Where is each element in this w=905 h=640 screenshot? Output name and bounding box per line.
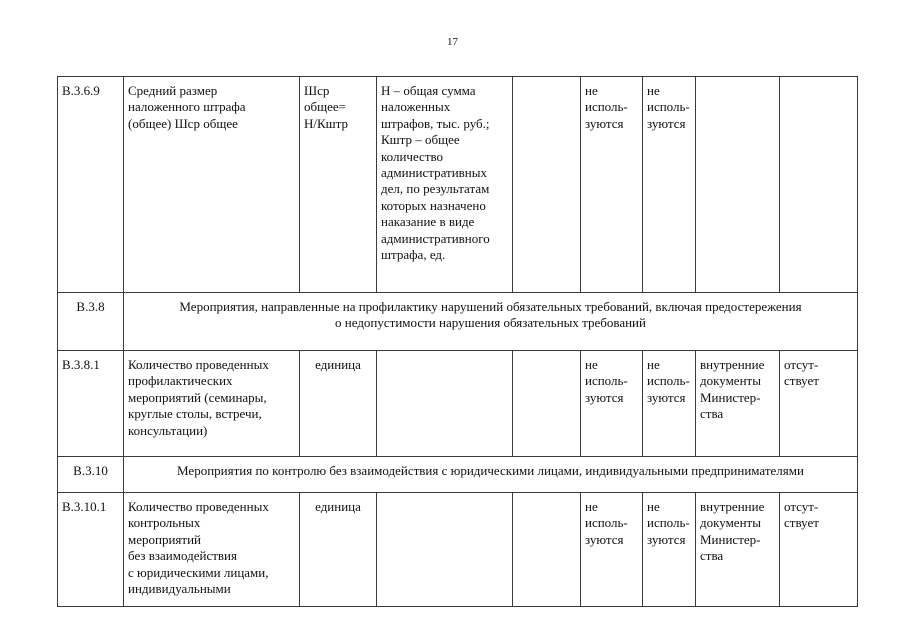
indicator-name: Количество проведенных профилактических мероприятий (семинары, круглые столы, встречи, консультации) <box>124 351 300 457</box>
table-row <box>58 77 858 293</box>
row-code: В.3.6.9 <box>58 77 124 293</box>
table-cell: отсут- ствует <box>780 351 858 457</box>
indicator-definition <box>377 351 513 457</box>
indicator-formula: Шср общее= Н/Кштр <box>300 77 377 293</box>
table-cell: внутренние документы Министер- ства <box>696 493 780 607</box>
indicator-name: Количество проведенных контрольных мероприятий без взаимодействия с юридическими лицами, индивидуальными <box>124 493 300 607</box>
table-cell <box>696 77 780 293</box>
page-number: 17 <box>447 36 458 48</box>
indicator-unit: единица <box>300 493 377 607</box>
table-cell: не исполь- зуются <box>643 351 696 457</box>
indicator-unit: единица <box>300 351 377 457</box>
section-row <box>58 293 858 351</box>
indicator-definition <box>377 493 513 607</box>
table-cell <box>513 77 581 293</box>
table-cell: не исполь- зуются <box>581 493 643 607</box>
section-code: В.3.10 <box>58 457 124 493</box>
table-cell: внутренние документы Министер- ства <box>696 351 780 457</box>
indicator-name: Средний размер наложенного штрафа (общее) Шср общее <box>124 77 300 293</box>
table-cell: не исполь- зуются <box>581 351 643 457</box>
row-code: В.3.10.1 <box>58 493 124 607</box>
table-cell: не исполь- зуются <box>643 77 696 293</box>
table-cell <box>513 493 581 607</box>
table-row <box>58 351 858 457</box>
table-cell: отсут- ствует <box>780 493 858 607</box>
table-cell: не исполь- зуются <box>581 77 643 293</box>
table-cell: не исполь- зуются <box>643 493 696 607</box>
indicators-table <box>57 76 858 607</box>
row-code: В.3.8.1 <box>58 351 124 457</box>
section-row <box>58 457 858 493</box>
section-title: Мероприятия по контролю без взаимодействия с юридическими лицами, индивидуальными предпринимателями <box>124 457 858 493</box>
indicator-definition: Н – общая сумма наложенных штрафов, тыс. руб.; Кштр – общее количество административных дел, по результатам которых назначено наказание в виде административного штрафа, ед. <box>377 77 513 293</box>
table-cell <box>513 351 581 457</box>
table-row <box>58 493 858 607</box>
section-code: В.3.8 <box>58 293 124 351</box>
section-title: Мероприятия, направленные на профилактику нарушений обязательных требований, включая предостережения о недопустимости нарушения обязательных требований <box>124 293 858 351</box>
table-cell <box>780 77 858 293</box>
